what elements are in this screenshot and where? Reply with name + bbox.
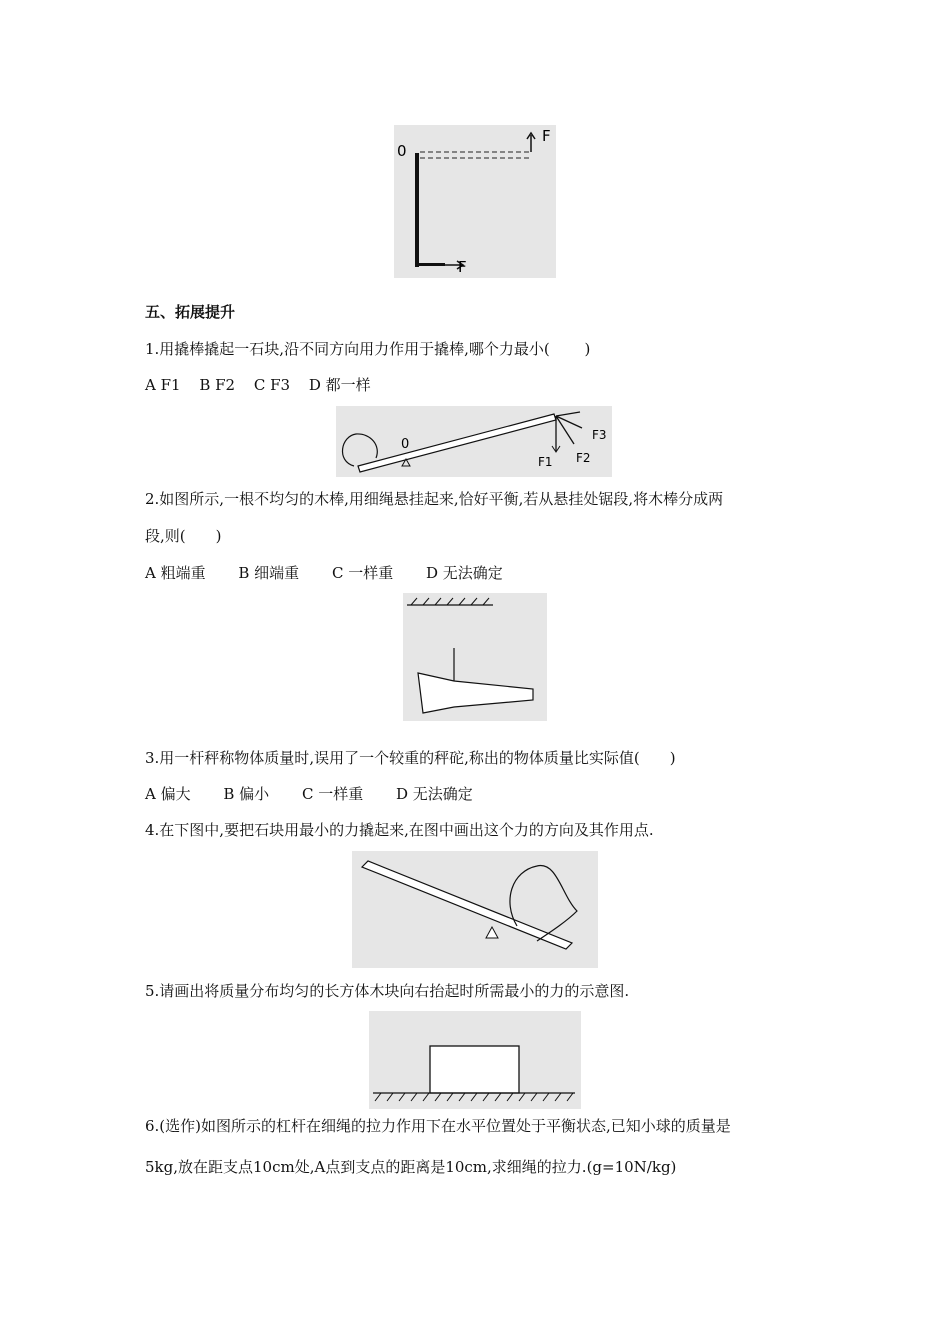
q3-option-b: B 偏小 (223, 785, 270, 803)
lever-bar (362, 861, 572, 949)
q2-option-b: B 细端重 (238, 564, 300, 582)
q3-option-a: A 偏大 (145, 785, 191, 803)
q1-option-b: B F2 (199, 376, 236, 394)
q4-text: 4.在下图中,要把石块用最小的力撬起来,在图中画出这个力的方向及其作用点. (145, 821, 654, 839)
q6-text-line2: 5kg,放在距支点10cm处,A点到支点的距离是10cm,求细绳的拉力.(g=10N/kg) (145, 1158, 677, 1176)
block-diagram (369, 1011, 581, 1109)
q1-text: 1.用撬棒撬起一石块,沿不同方向用力作用于撬棒,哪个力最小( ) (145, 340, 591, 358)
q1-option-a: A F1 (145, 376, 181, 394)
q6-text-line1: 6.(选作)如图所示的杠杆在细绳的拉力作用下在水平位置处于平衡状态,已知小球的质量是 (145, 1117, 731, 1135)
q5-text: 5.请画出将质量分布均匀的长方体木块向右抬起时所需最小的力的示意图. (145, 982, 630, 1000)
fulcrum-triangle (486, 927, 498, 938)
force-bottom-label: F (458, 258, 467, 276)
uneven-stick (418, 673, 533, 713)
q3-text: 3.用一杆秤称物体质量时,误用了一个较重的秤砣,称出的物体质量比实际值( ) (145, 749, 676, 767)
q2-option-a: A 粗端重 (145, 564, 206, 582)
lever-vertical-bar (415, 153, 419, 267)
q2-text-line1: 2.如图所示,一根不均匀的木棒,用细绳悬挂起来,恰好平衡,若从悬挂处锯段,将木棒分成两 (145, 490, 724, 508)
section-heading: 五、拓展提升 (145, 303, 236, 321)
pivot-label: 0 (397, 142, 407, 160)
ceiling-hatching (411, 598, 489, 605)
f3-label: F3 (592, 428, 607, 442)
q2-text-line2: 段,则( ) (145, 527, 222, 545)
figure-l-lever (394, 125, 556, 278)
lever-rock-diagram (352, 851, 598, 968)
figure-crowbar (336, 406, 612, 477)
f3b-arrow (556, 412, 580, 416)
lever-bottom-bar (415, 263, 445, 266)
q3-options (145, 783, 473, 804)
q3-option-c: C 一样重 (301, 785, 364, 803)
figure-lever-rock (352, 851, 598, 968)
figure-hanging-stick (403, 593, 547, 721)
q1-option-d: D 都一样 (308, 376, 371, 394)
q1-option-c: C F3 (253, 376, 291, 394)
q3-option-d: D 无法确定 (396, 785, 473, 803)
q2-option-c: C 一样重 (331, 564, 394, 582)
q2-option-d: D 无法确定 (426, 564, 503, 582)
figure-block (369, 1011, 581, 1109)
crowbar-pivot-label: 0 (401, 437, 410, 452)
q2-options (145, 562, 503, 583)
crowbar-bar (358, 414, 556, 472)
hanging-stick-diagram (403, 593, 547, 721)
force-top-label: F (542, 127, 551, 145)
q1-options (145, 374, 371, 395)
f1-label: F1 (538, 455, 553, 469)
f2-label: F2 (576, 451, 591, 465)
l-lever-diagram (394, 125, 556, 278)
rock-outline (342, 434, 377, 466)
wooden-block (430, 1046, 519, 1093)
ground-hatching (375, 1093, 573, 1101)
crowbar-diagram (336, 406, 612, 477)
